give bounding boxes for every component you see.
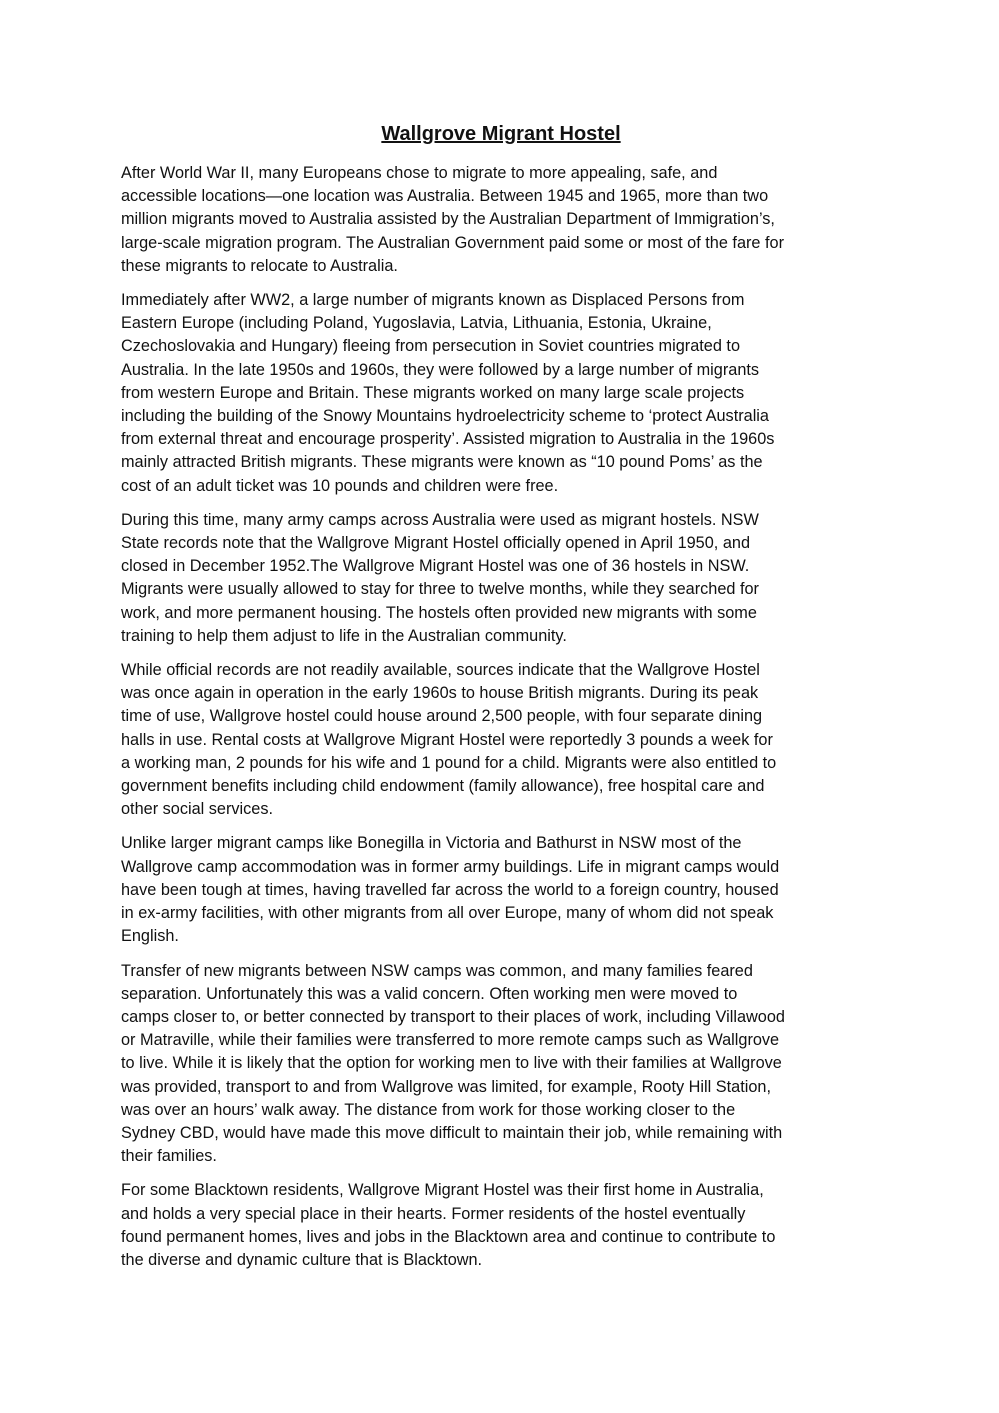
paragraph-line: a working man, 2 pounds for his wife and 1 pound for a child. Migrants were also entitled to — [121, 753, 777, 772]
paragraph-line: including the building of the Snowy Mountains hydroelectricity scheme to ‘protect Australia — [121, 407, 769, 426]
paragraph-line: State records note that the Wallgrove Migrant Hostel officially opened in April 1950, and — [121, 534, 750, 553]
paragraph-line: these migrants to relocate to Australia. — [121, 256, 398, 275]
paragraph-line: million migrants moved to Australia assisted by the Australian Department of Immigration’s, — [121, 210, 775, 229]
paragraph-line: Transfer of new migrants between NSW camps was common, and many families feared — [121, 961, 753, 980]
paragraph-line: was provided, transport to and from Wallgrove was limited, for example, Rooty Hill Station, — [121, 1077, 772, 1096]
paragraph-line: Unlike larger migrant camps like Bonegilla in Victoria and Bathurst in NSW most of the — [121, 834, 742, 853]
paragraph-line: accessible locations—one location was Australia. Between 1945 and 1965, more than two — [121, 187, 769, 206]
paragraph-line: camps closer to, or better connected by transport to their places of work, including Villawood — [121, 1007, 785, 1026]
paragraph-line: For some Blacktown residents, Wallgrove Migrant Hostel was their first home in Australia, — [121, 1181, 764, 1200]
paragraph-line: halls in use. Rental costs at Wallgrove Migrant Hostel were reportedly 3 pounds a week for — [121, 730, 773, 749]
paragraph-line: was once again in operation in the early 1960s to house British migrants. During its peak — [121, 684, 759, 703]
paragraph-line: Sydney CBD, would have made this move difficult to maintain their job, while remaining with — [121, 1123, 783, 1142]
paragraph-line: Australia. In the late 1950s and 1960s, they were followed by a large number of migrants — [121, 360, 760, 379]
paragraph-line: Immediately after WW2, a large number of migrants known as Displaced Persons from — [121, 291, 745, 310]
paragraph-3 — [121, 509, 881, 648]
paragraph-line: During this time, many army camps across Australia were used as migrant hostels. NSW — [121, 510, 759, 529]
paragraph-line: closed in December 1952.The Wallgrove Migrant Hostel was one of 36 hostels in NSW. — [121, 557, 750, 576]
paragraph-line: Eastern Europe (including Poland, Yugoslavia, Latvia, Lithuania, Estonia, Ukraine, — [121, 314, 712, 333]
paragraph-5 — [121, 832, 881, 948]
paragraph-7 — [121, 1179, 881, 1272]
paragraph-line: After World War II, many Europeans chose to migrate to more appealing, safe, and — [121, 164, 718, 182]
paragraph-line: was over an hours’ walk away. The distance from work for those working closer to the — [121, 1100, 736, 1119]
paragraph-line: Wallgrove camp accommodation was in former army buildings. Life in migrant camps would — [121, 857, 780, 876]
document-body — [121, 120, 881, 1283]
paragraph-line: mainly attracted British migrants. These migrants were known as “10 pound Poms’ as the — [121, 453, 763, 472]
paragraph-1 — [121, 162, 881, 278]
paragraph-2 — [121, 289, 881, 498]
paragraph-4 — [121, 659, 881, 821]
paragraph-line: from external threat and encourage prosperity’. Assisted migration to Australia in the 1960s — [121, 430, 775, 449]
paragraph-line: government benefits including child endowment (family allowance), free hospital care and — [121, 777, 765, 796]
paragraph-line: to live. While it is likely that the option for working men to live with their families at Wallgrove — [121, 1054, 782, 1073]
paragraph-line: or Matraville, while their families were transferred to more remote camps such as Wallgrove — [121, 1031, 780, 1050]
paragraph-line: in ex-army facilities, with other migrants from all over Europe, many of whom did not speak — [121, 904, 774, 923]
paragraph-line: and holds a very special place in their hearts. Former residents of the hostel eventually — [121, 1204, 746, 1223]
paragraph-line: found permanent homes, lives and jobs in the Blacktown area and continue to contribute to — [121, 1227, 776, 1246]
paragraph-line: cost of an adult ticket was 10 pounds and children were free. — [121, 476, 559, 495]
paragraph-line: Migrants were usually allowed to stay for three to twelve months, while they searched for — [121, 580, 759, 599]
paragraph-line: time of use, Wallgrove hostel could house around 2,500 people, with four separate dining — [121, 707, 763, 726]
paragraph-line: have been tough at times, having travelled far across the world to a foreign country, housed — [121, 880, 779, 899]
paragraph-line: their families. — [121, 1147, 217, 1166]
paragraph-line: separation. Unfortunately this was a valid concern. Often working men were moved to — [121, 984, 738, 1003]
paragraph-6 — [121, 960, 881, 1169]
paragraph-line: other social services. — [121, 800, 274, 819]
paragraph-line: training to help them adjust to life in the Australian community. — [121, 626, 567, 645]
paragraph-line: the diverse and dynamic culture that is Blacktown. — [121, 1250, 483, 1269]
paragraph-line: from western Europe and Britain. These migrants worked on many large scale projects — [121, 383, 745, 402]
paragraph-line: English. — [121, 927, 179, 946]
paragraph-line: Czechoslovakia and Hungary) fleeing from persecution in Soviet countries migrated to — [121, 337, 741, 356]
paragraph-line: large-scale migration program. The Australian Government paid some or most of the fare for — [121, 233, 785, 252]
paragraph-line: While official records are not readily available, sources indicate that the Wallgrove Hostel — [121, 661, 760, 680]
paragraph-line: work, and more permanent housing. The hostels often provided new migrants with some — [121, 603, 757, 622]
document-title: Wallgrove Migrant Hostel — [381, 123, 621, 145]
